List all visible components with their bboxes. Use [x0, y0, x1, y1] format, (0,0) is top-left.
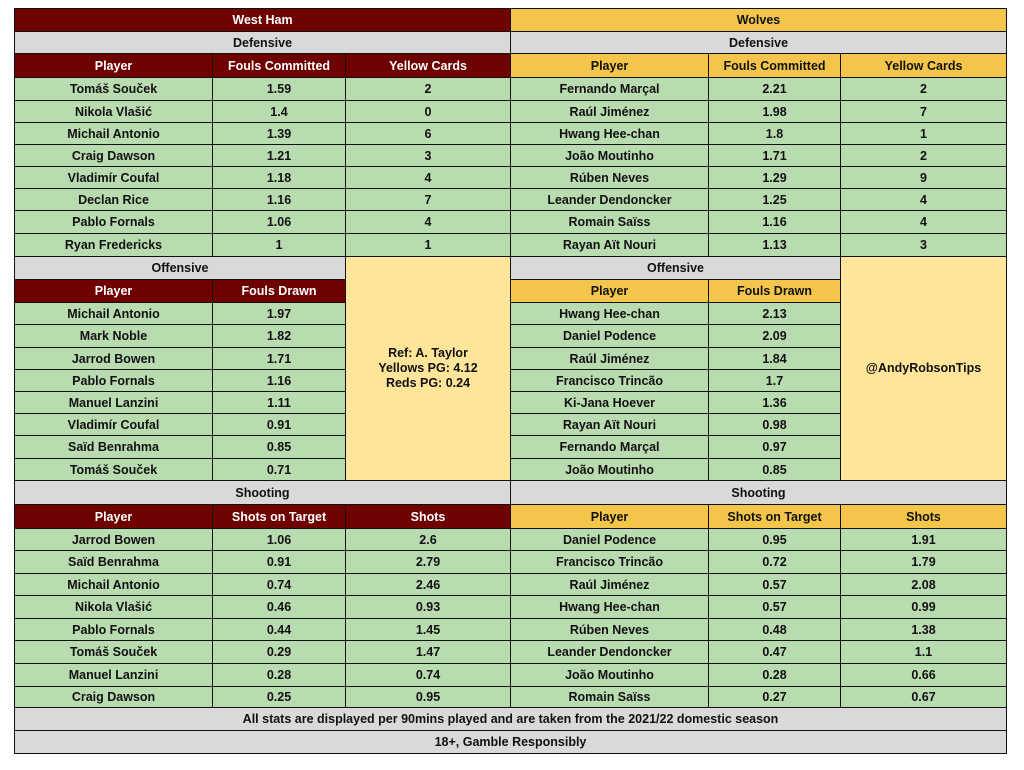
- stat-cell: 0.93: [345, 595, 511, 619]
- stat-cell: 1.91: [840, 528, 1007, 551]
- player-name-cell: Rayan Aït Nouri: [510, 233, 709, 257]
- header-fouls-committed: Fouls Committed: [212, 53, 346, 78]
- stat-cell: 2.21: [708, 77, 841, 101]
- stat-cell: 0.57: [708, 573, 841, 596]
- player-name-cell: Leander Dendoncker: [510, 188, 709, 211]
- referee-info-box: [345, 256, 511, 481]
- header-yellow-cards: Yellow Cards: [345, 53, 511, 78]
- header-player: Player: [510, 279, 709, 303]
- stat-cell: 4: [840, 188, 1007, 211]
- player-name-cell: Pablo Fornals: [14, 210, 213, 234]
- stat-cell: 0.95: [345, 686, 511, 708]
- stat-cell: 1.7: [708, 369, 841, 392]
- player-name-cell: Romain Saïss: [510, 210, 709, 234]
- header-shots-on-target: Shots on Target: [212, 504, 346, 529]
- referee-line2: Yellows PG: 4.12: [378, 361, 478, 375]
- stat-cell: 1.13: [708, 233, 841, 257]
- stat-cell: 1.82: [212, 324, 346, 348]
- player-name-cell: Ki-Jana Hoever: [510, 391, 709, 414]
- stat-cell: 0.91: [212, 550, 346, 574]
- stat-cell: 0.74: [345, 663, 511, 687]
- stat-cell: 1.98: [708, 100, 841, 123]
- wolves-team-title: Wolves: [510, 8, 1007, 32]
- stat-cell: 0.27: [708, 686, 841, 708]
- stat-cell: 1.16: [212, 188, 346, 211]
- stat-cell: 0.67: [840, 686, 1007, 708]
- referee-line3: Reds PG: 0.24: [385, 376, 471, 390]
- stat-cell: 0.85: [708, 458, 841, 481]
- stat-cell: 9: [840, 166, 1007, 189]
- player-name-cell: Manuel Lanzini: [14, 663, 213, 687]
- player-name-cell: Pablo Fornals: [14, 618, 213, 641]
- player-name-cell: Hwang Hee-chan: [510, 595, 709, 619]
- player-name-cell: Romain Saïss: [510, 686, 709, 708]
- stat-cell: 0.97: [708, 435, 841, 459]
- stat-cell: 3: [840, 233, 1007, 257]
- player-name-cell: Tomáš Souček: [14, 77, 213, 101]
- stat-cell: 1.45: [345, 618, 511, 641]
- stat-cell: 0.57: [708, 595, 841, 619]
- stat-cell: 0.85: [212, 435, 346, 459]
- stat-cell: 0.48: [708, 618, 841, 641]
- stat-cell: 2.13: [708, 302, 841, 325]
- player-name-cell: Manuel Lanzini: [14, 391, 213, 414]
- player-name-cell: Raúl Jiménez: [510, 347, 709, 370]
- west-ham-defensive-label: Defensive: [14, 31, 511, 54]
- stat-cell: 1.21: [212, 144, 346, 167]
- stat-cell: 0.91: [212, 413, 346, 436]
- player-name-cell: Rúben Neves: [510, 166, 709, 189]
- stat-cell: 2: [840, 144, 1007, 167]
- stat-cell: 1.59: [212, 77, 346, 101]
- header-player: Player: [510, 53, 709, 78]
- stat-cell: 1.36: [708, 391, 841, 414]
- stat-cell: 1.47: [345, 640, 511, 664]
- player-name-cell: Hwang Hee-chan: [510, 122, 709, 145]
- wolves-offensive-label: Offensive: [510, 256, 841, 280]
- stat-cell: 1.06: [212, 528, 346, 551]
- stat-cell: 0.29: [212, 640, 346, 664]
- player-name-cell: Craig Dawson: [14, 686, 213, 708]
- stat-cell: 1.71: [708, 144, 841, 167]
- stat-cell: 6: [345, 122, 511, 145]
- stat-cell: 0.71: [212, 458, 346, 481]
- player-name-cell: Fernando Marçal: [510, 435, 709, 459]
- footer-gamble-notice: 18+, Gamble Responsibly: [14, 730, 1007, 754]
- stat-cell: 1: [345, 233, 511, 257]
- player-name-cell: Fernando Marçal: [510, 77, 709, 101]
- stat-cell: 1.1: [840, 640, 1007, 664]
- stat-cell: 2.46: [345, 573, 511, 596]
- stat-cell: 1: [840, 122, 1007, 145]
- header-fouls-drawn: Fouls Drawn: [708, 279, 841, 303]
- stat-cell: 0.28: [212, 663, 346, 687]
- player-name-cell: Nikola Vlašić: [14, 595, 213, 619]
- player-name-cell: Mark Noble: [14, 324, 213, 348]
- stat-cell: 0.46: [212, 595, 346, 619]
- stat-cell: 1.79: [840, 550, 1007, 574]
- header-player: Player: [510, 504, 709, 529]
- player-name-cell: Nikola Vlašić: [14, 100, 213, 123]
- header-player: Player: [14, 279, 213, 303]
- stat-cell: 2: [345, 77, 511, 101]
- player-name-cell: Michail Antonio: [14, 573, 213, 596]
- stat-cell: 2.6: [345, 528, 511, 551]
- stat-cell: 0.28: [708, 663, 841, 687]
- stat-cell: 1.11: [212, 391, 346, 414]
- stat-cell: 1.06: [212, 210, 346, 234]
- stat-cell: 1.25: [708, 188, 841, 211]
- player-name-cell: Hwang Hee-chan: [510, 302, 709, 325]
- player-name-cell: Vladimír Coufal: [14, 413, 213, 436]
- player-name-cell: Declan Rice: [14, 188, 213, 211]
- west-ham-shooting-label: Shooting: [14, 480, 511, 505]
- header-yellow-cards: Yellow Cards: [840, 53, 1007, 78]
- player-name-cell: Daniel Podence: [510, 528, 709, 551]
- header-shots: Shots: [840, 504, 1007, 529]
- player-name-cell: Michail Antonio: [14, 122, 213, 145]
- player-name-cell: Ryan Fredericks: [14, 233, 213, 257]
- stat-cell: 0.95: [708, 528, 841, 551]
- player-name-cell: João Moutinho: [510, 458, 709, 481]
- referee-line1: Ref: A. Taylor: [388, 346, 468, 360]
- stat-cell: 7: [840, 100, 1007, 123]
- stat-cell: 0.98: [708, 413, 841, 436]
- player-name-cell: Francisco Trincão: [510, 550, 709, 574]
- stat-cell: 1.16: [212, 369, 346, 392]
- player-name-cell: João Moutinho: [510, 663, 709, 687]
- player-name-cell: Pablo Fornals: [14, 369, 213, 392]
- stat-cell: 1.84: [708, 347, 841, 370]
- wolves-defensive-label: Defensive: [510, 31, 1007, 54]
- player-name-cell: Saïd Benrahma: [14, 435, 213, 459]
- player-name-cell: Michail Antonio: [14, 302, 213, 325]
- stat-cell: 1.29: [708, 166, 841, 189]
- player-name-cell: Tomáš Souček: [14, 458, 213, 481]
- wolves-shooting-label: Shooting: [510, 480, 1007, 505]
- stat-cell: 2: [840, 77, 1007, 101]
- player-name-cell: Francisco Trincão: [510, 369, 709, 392]
- stat-cell: 2.79: [345, 550, 511, 574]
- stat-cell: 4: [840, 210, 1007, 234]
- header-player: Player: [14, 504, 213, 529]
- player-name-cell: João Moutinho: [510, 144, 709, 167]
- player-name-cell: Raúl Jiménez: [510, 100, 709, 123]
- stat-cell: 3: [345, 144, 511, 167]
- stat-cell: 1.71: [212, 347, 346, 370]
- stat-cell: 7: [345, 188, 511, 211]
- stats-sheet: [14, 8, 1006, 753]
- player-name-cell: Rúben Neves: [510, 618, 709, 641]
- player-name-cell: Saïd Benrahma: [14, 550, 213, 574]
- header-shots-on-target: Shots on Target: [708, 504, 841, 529]
- player-name-cell: Vladimír Coufal: [14, 166, 213, 189]
- header-fouls-drawn: Fouls Drawn: [212, 279, 346, 303]
- stat-cell: 0.44: [212, 618, 346, 641]
- player-name-cell: Raúl Jiménez: [510, 573, 709, 596]
- footer-note: All stats are displayed per 90mins played and are taken from the 2021/22 domestic season: [14, 707, 1007, 731]
- player-name-cell: Daniel Podence: [510, 324, 709, 348]
- header-shots: Shots: [345, 504, 511, 529]
- stat-cell: 0.25: [212, 686, 346, 708]
- stat-cell: 4: [345, 210, 511, 234]
- player-name-cell: Rayan Aït Nouri: [510, 413, 709, 436]
- player-name-cell: Craig Dawson: [14, 144, 213, 167]
- stat-cell: 1.4: [212, 100, 346, 123]
- stat-cell: 0.47: [708, 640, 841, 664]
- stat-cell: 0.74: [212, 573, 346, 596]
- stat-cell: 2.09: [708, 324, 841, 348]
- stat-cell: 2.08: [840, 573, 1007, 596]
- player-name-cell: Tomáš Souček: [14, 640, 213, 664]
- stat-cell: 1.97: [212, 302, 346, 325]
- player-name-cell: Jarrod Bowen: [14, 347, 213, 370]
- stat-cell: 1.16: [708, 210, 841, 234]
- stat-cell: 0.99: [840, 595, 1007, 619]
- stat-cell: 1.18: [212, 166, 346, 189]
- stat-cell: 1.38: [840, 618, 1007, 641]
- social-handle-box: @AndyRobsonTips: [840, 256, 1007, 481]
- header-fouls-committed: Fouls Committed: [708, 53, 841, 78]
- player-name-cell: Leander Dendoncker: [510, 640, 709, 664]
- west-ham-offensive-label: Offensive: [14, 256, 346, 280]
- stat-cell: 0.72: [708, 550, 841, 574]
- player-name-cell: Jarrod Bowen: [14, 528, 213, 551]
- west-ham-team-title: West Ham: [14, 8, 511, 32]
- stat-cell: 1.8: [708, 122, 841, 145]
- stat-cell: 0.66: [840, 663, 1007, 687]
- stat-cell: 4: [345, 166, 511, 189]
- stat-cell: 1: [212, 233, 346, 257]
- header-player: Player: [14, 53, 213, 78]
- stat-cell: 1.39: [212, 122, 346, 145]
- stat-cell: 0: [345, 100, 511, 123]
